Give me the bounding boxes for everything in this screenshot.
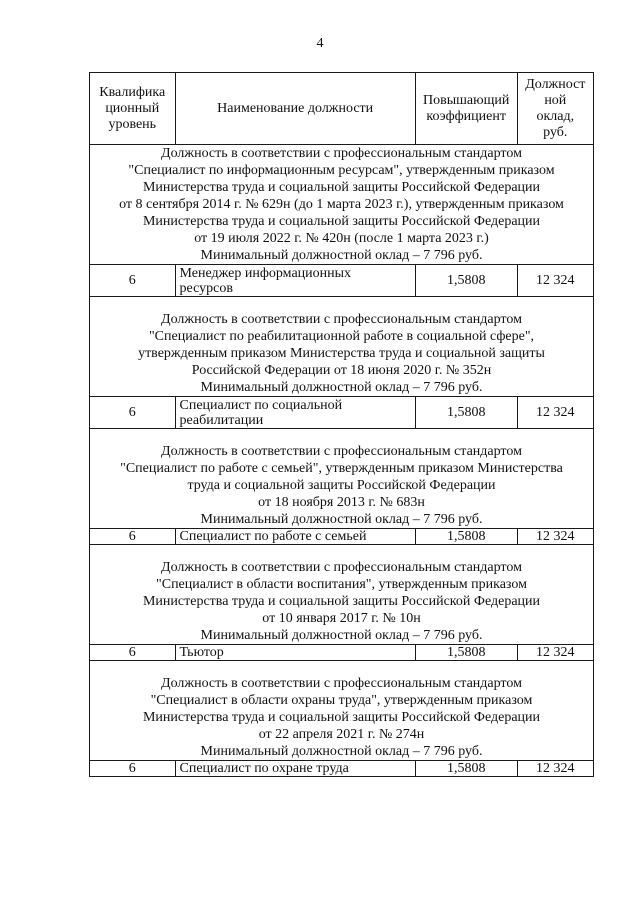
coefficient-cell: 1,5808 <box>415 265 517 297</box>
header-level-line: уровень <box>108 116 157 132</box>
position-name-line: Тьютор <box>179 645 224 660</box>
section-text-line: Минимальный должностной оклад – 7 796 руб. <box>200 248 483 263</box>
header-coefficient-line: коэффициент <box>426 108 506 124</box>
section-heading-row <box>90 545 594 645</box>
section-text-line: Минимальный должностной оклад – 7 796 руб. <box>200 380 483 395</box>
section-text-line: Министерства труда и социальной защиты Российской Федерации <box>142 214 541 229</box>
salary-table <box>89 72 594 777</box>
section-text-line: "Специалист по информационным ресурсам", утвержденным приказом <box>128 163 555 178</box>
header-qualification-level <box>90 73 176 145</box>
header-salary-line: оклад, <box>536 108 575 124</box>
table-row <box>90 761 594 777</box>
section-text-line: Минимальный должностной оклад – 7 796 руб. <box>200 628 483 643</box>
section-text-line: Министерства труда и социальной защиты Российской Федерации <box>142 180 541 195</box>
coefficient-cell: 1,5808 <box>415 761 517 777</box>
position-name-line: реабилитации <box>179 412 264 428</box>
section-text-line: Минимальный должностной оклад – 7 796 руб. <box>200 744 483 759</box>
section-text-line: от 8 сентября 2014 г. № 629н (до 1 марта 2023 г.), утвержденным приказом <box>119 197 564 212</box>
section-text-line: Минимальный должностной оклад – 7 796 руб. <box>200 512 483 527</box>
section-text-line: от 22 апреля 2021 г. № 274н <box>258 727 425 742</box>
header-name-line: Наименование должности <box>217 100 374 116</box>
salary-cell: 12 324 <box>517 645 593 661</box>
section-text-line: Министерства труда и социальной защиты Российской Федерации <box>142 710 541 725</box>
header-coefficient <box>415 73 517 145</box>
position-name-cell <box>175 265 415 297</box>
section-text-line: "Специалист в области воспитания", утвержденным приказом <box>156 577 527 592</box>
section-heading <box>90 145 594 265</box>
position-name-cell <box>175 645 415 661</box>
section-heading-row <box>90 297 594 397</box>
section-text-line: Российской Федерации от 18 июня 2020 г. № 352н <box>191 363 492 378</box>
header-position-name <box>175 73 415 145</box>
section-text-line: "Специалист по реабилитационной работе в социальной сфере", <box>148 329 535 344</box>
qualification-level-cell: 6 <box>90 761 176 777</box>
header-coefficient-line: Повышающий <box>423 92 510 108</box>
section-text-line: Должность в соответствии с профессиональным стандартом <box>161 676 522 691</box>
header-salary <box>517 73 593 145</box>
salary-cell: 12 324 <box>517 529 593 545</box>
section-heading <box>90 297 594 397</box>
salary-cell: 12 324 <box>517 761 593 777</box>
section-heading <box>90 545 594 645</box>
coefficient-cell: 1,5808 <box>415 397 517 429</box>
header-level-line: Квалифика <box>99 84 166 100</box>
qualification-level-cell: 6 <box>90 265 176 297</box>
salary-cell: 12 324 <box>517 265 593 297</box>
table-row <box>90 265 594 297</box>
section-heading-row <box>90 145 594 265</box>
section-text-line: Министерства труда и социальной защиты Российской Федерации <box>142 594 541 609</box>
section-text-line: Должность в соответствии с профессиональным стандартом <box>161 312 522 327</box>
section-text-line: от 19 июля 2022 г. № 420н (после 1 марта 2023 г.) <box>194 231 489 246</box>
section-text-line: "Специалист по работе с семьей", утвержденным приказом Министерства <box>120 461 563 476</box>
section-heading-row <box>90 429 594 529</box>
header-salary-line: ной <box>544 92 567 108</box>
position-name-cell <box>175 529 415 545</box>
table-row <box>90 397 594 429</box>
position-name-line: Специалист по социальной <box>179 397 343 413</box>
table-row <box>90 529 594 545</box>
position-name-line: Специалист по охране труда <box>179 761 349 776</box>
salary-cell: 12 324 <box>517 397 593 429</box>
position-name-cell <box>175 397 415 429</box>
position-name-cell <box>175 761 415 777</box>
header-salary-line: руб. <box>543 124 568 140</box>
section-text-line: Должность в соответствии с профессиональным стандартом <box>161 444 522 459</box>
page-number: 4 <box>316 36 324 51</box>
section-text-line: от 18 ноября 2013 г. № 683н <box>258 495 425 510</box>
table-header-row <box>90 73 594 145</box>
section-text-line: труда и социальной защиты Российской Федерации <box>187 478 496 493</box>
position-name-line: Менеджер информационных <box>179 265 352 281</box>
section-text-line: Должность в соответствии с профессиональным стандартом <box>161 146 522 161</box>
qualification-level-cell: 6 <box>90 397 176 429</box>
section-text-line: утвержденным приказом Министерства труда и социальной защиты <box>138 346 545 361</box>
coefficient-cell: 1,5808 <box>415 645 517 661</box>
section-text-line: "Специалист в области охраны труда", утвержденным приказом <box>150 693 533 708</box>
table-row <box>90 645 594 661</box>
section-text-line: от 10 января 2017 г. № 10н <box>262 611 421 626</box>
section-heading <box>90 661 594 761</box>
section-text-line: Должность в соответствии с профессиональным стандартом <box>161 560 522 575</box>
section-heading-row <box>90 661 594 761</box>
qualification-level-cell: 6 <box>90 529 176 545</box>
qualification-level-cell: 6 <box>90 645 176 661</box>
header-salary-line: Должност <box>525 76 586 92</box>
section-heading <box>90 429 594 529</box>
coefficient-cell: 1,5808 <box>415 529 517 545</box>
position-name-line: ресурсов <box>179 280 233 296</box>
position-name-line: Специалист по работе с семьей <box>179 529 367 544</box>
header-level-line: ционный <box>105 100 160 116</box>
